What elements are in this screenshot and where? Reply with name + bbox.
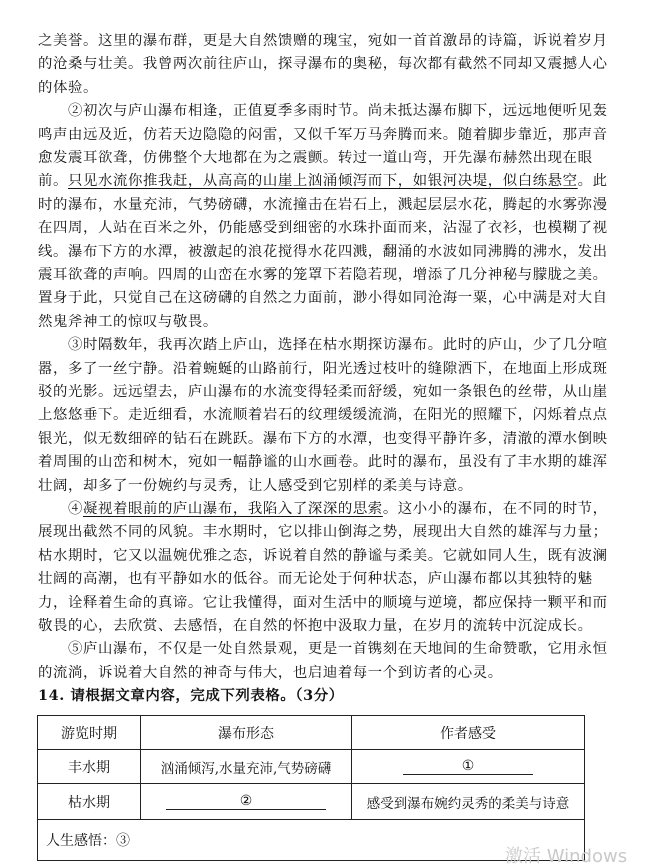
row2-form-cell [140,783,352,820]
row1-period: 丰水期 [37,749,141,784]
passage-line: 敬畏的心，去欣赏、去感悟，在自然的怀抱中汲取力量，在岁月的流转中沉淀成长。 [38,618,593,634]
passage-line: 然鬼斧神工的惊叹与敬畏。 [38,313,218,330]
passage-line: 愈发震耳欲聋，仿佛整个大地都在为之震颤。转过一道山弯，开先瀑布赫然出现在眼 [38,150,593,166]
passage-line: 时的瀑布，水量充沛，气势磅礴，水流撞击在岩石上，溅起层层水花，腾起的水雾弥漫 [38,196,608,213]
header-feeling: 作者感受 [351,715,585,750]
passage-line: 前。只见水流你推我赶，从高高的山崖上汹涌倾泻而下，如银河决堤，似白练悬空。此 [38,173,608,190]
blank-2[interactable]: ② [166,793,326,810]
row1-feeling-cell [351,749,585,784]
passage-line: 驳的光影。远远望去，庐山瀑布的水流变得轻柔而舒缓，宛如一条银色的丝带，从山崖 [38,384,608,400]
passage-line: 震耳欲聋的声响。四周的山峦在水雾的笼罩下若隐若现，增添了几分神秘与朦胧之美。 [38,267,608,283]
passage-line: 线。瀑布下方的水潭，被激起的浪花搅得水花四溅，翻涌的水波如同沸腾的沸水，发出 [38,243,608,260]
blank-1[interactable]: ① [403,758,533,775]
passage-line: 鸣声由远及近，仿若天边隐隐的闷雷，又似千军万马奔腾而来。随着脚步靠近，那声音 [38,126,608,143]
row1-form: 汹涌倾泻,水量充沛,气势磅礴 [140,749,352,784]
passage-line: 置身于此，只觉自己在这磅礴的自然之力面前，渺小得如同沧海一粟，心中满是对大自 [38,290,608,307]
passage-line: 上悠悠垂下。走近细看，水流顺着岩石的纹理缓缓流淌，在阳光的照耀下，闪烁着点点 [38,407,608,424]
life-insight: 人生感悟：③ [37,819,585,861]
question-title: 14. 请根据文章内容，完成下列表格。（3分） [38,687,344,704]
passage-line: 力，诠释着生命的真谛。它让我懂得，面对生活中的顺境与逆境，都应保持一颗平和而 [38,594,608,611]
passage-line: 的流淌，诉说着大自然的神奇与伟大，也启迪着每一个到访者的心灵。 [38,664,503,681]
passage-line: 的沧桑与壮美。我曾两次前往庐山，探寻瀑布的奥秘，每次都有截然不同却又震撼人心 [38,56,608,73]
passage-line: 嚣，多了一丝宁静。沿着蜿蜒的山路前行，阳光透过枝叶的缝隙洒下，在地面上形成斑 [38,360,608,377]
passage-line: 银光，似无数细碎的钻石在跳跃。瀑布下方的水潭，也变得平静许多，清澈的潭水倒映 [38,430,608,447]
answer-table [37,715,585,861]
passage-line: 着周围的山峦和树木，宛如一幅静谧的山水画卷。此时的瀑布，虽没有了丰水期的雄浑 [38,454,608,471]
windows-activation-watermark: 激活 Windows [505,846,628,867]
row2-feeling: 感受到瀑布婉约灵秀的柔美与诗意 [351,783,585,820]
header-form: 瀑布形态 [140,715,352,750]
passage-line: 展现出截然不同的风貌。丰水期时，它以排山倒海之势，展现出大自然的雄浑与力量； [38,524,608,541]
row2-period: 枯水期 [37,783,141,820]
passage-line: ⑤庐山瀑布，不仅是一处自然景观，更是一首镌刻在天地间的生命赞歌，它用永恒 [38,641,608,658]
passage-line: 壮阔的高潮，也有平静如水的低谷。而无论处于何种状态，庐山瀑布都以其独特的魅 [38,571,593,588]
passage-line: 枯水期时，它又以温婉优雅之态，诉说着自然的静谧与柔美。它就如同人生，既有波澜 [38,547,608,564]
passage-line: 在四周，人站在百米之外，仍能感受到细密的水珠扑面而来，沾湿了衣衫，也模糊了视 [38,220,608,237]
underlined-sentence: 凝视着眼前的庐山瀑布，我陷入了深深的思索 [82,501,383,517]
passage-line: ②初次与庐山瀑布相逢，正值夏季多雨时节。尚未抵达瀑布脚下，远远地便听见轰 [38,103,608,120]
passage-line: 的体验。 [38,79,98,96]
underlined-sentence: 只见水流你推我赶，从高高的山崖上汹涌倾泻而下，如银河决堤，似白练悬空 [67,173,578,190]
passage-line: ④凝视着眼前的庐山瀑布，我陷入了深深的思索。这小小的瀑布，在不同的时节， [38,501,608,517]
passage-line: 之美誉。这里的瀑布群，更是大自然馈赠的瑰宝，宛如一首首激昂的诗篇，诉说着岁月 [38,33,608,49]
header-period: 游览时期 [37,715,141,750]
passage-line: ③时隔数年，我再次踏上庐山，选择在枯水期探访瀑布。此时的庐山，少了几分喧 [38,337,608,354]
passage-line: 壮阔，却多了一份婉约与灵秀，让人感受到它别样的柔美与诗意。 [38,477,473,494]
